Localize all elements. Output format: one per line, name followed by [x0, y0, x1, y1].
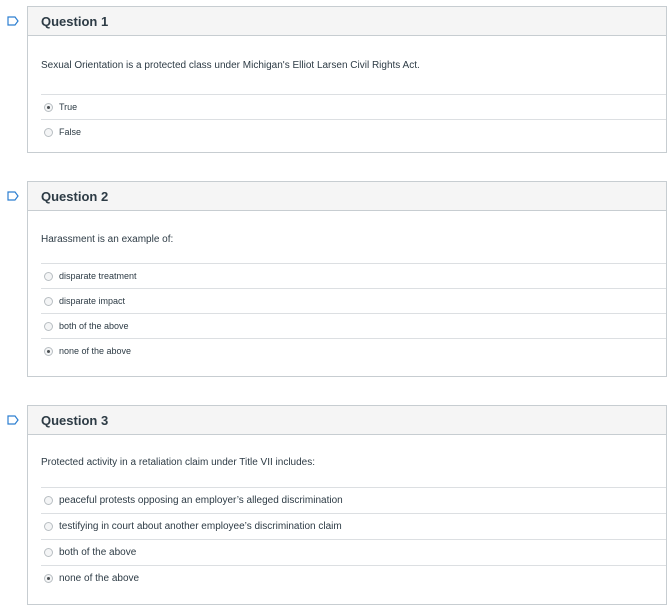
radio-button[interactable] — [44, 496, 53, 505]
answer-label: none of the above — [59, 346, 132, 356]
radio-button-selected[interactable] — [44, 574, 53, 583]
answer-label: testifying in court about another employee’s discrimination claim — [59, 521, 342, 532]
question-box — [27, 181, 667, 377]
answer-option[interactable] — [41, 539, 666, 565]
answer-list — [41, 487, 666, 591]
answer-option[interactable] — [41, 565, 666, 591]
radio-button[interactable] — [44, 272, 53, 281]
answer-option[interactable] — [41, 313, 666, 338]
answer-option[interactable] — [41, 513, 666, 539]
answer-option[interactable] — [41, 338, 666, 363]
question-title: Question 2 — [28, 182, 666, 211]
answer-option[interactable] — [41, 487, 666, 513]
answer-option[interactable] — [41, 263, 666, 288]
radio-button-selected[interactable] — [44, 347, 53, 356]
answer-label: peaceful protests opposing an employer’s alleged discrimination — [59, 495, 343, 506]
answer-label: both of the above — [59, 547, 137, 558]
question-title: Question 1 — [28, 7, 666, 36]
answer-list — [41, 94, 666, 144]
answer-label: both of the above — [59, 321, 129, 331]
bookmark-flag-icon[interactable] — [7, 415, 19, 425]
answer-label: none of the above — [59, 573, 140, 584]
radio-button[interactable] — [44, 522, 53, 531]
question-text: Sexual Orientation is a protected class under Michigan's Elliot Larsen Civil Rights Act. — [41, 60, 420, 71]
answer-option-false[interactable] — [41, 119, 666, 144]
question-title: Question 3 — [28, 406, 666, 435]
bookmark-flag-icon[interactable] — [7, 191, 19, 201]
radio-button[interactable] — [44, 548, 53, 557]
answer-label: False — [59, 127, 82, 137]
question-box — [27, 6, 667, 153]
radio-button[interactable] — [44, 297, 53, 306]
bookmark-flag-icon[interactable] — [7, 16, 19, 26]
answer-label: disparate impact — [59, 296, 126, 306]
answer-option[interactable] — [41, 288, 666, 313]
question-text: Harassment is an example of: — [41, 234, 174, 245]
radio-button[interactable] — [44, 322, 53, 331]
question-box — [27, 405, 667, 605]
answer-list — [41, 263, 666, 363]
question-text: Protected activity in a retaliation claim under Title VII includes: — [41, 457, 316, 468]
answer-option-true[interactable] — [41, 94, 666, 119]
answer-label: disparate treatment — [59, 271, 137, 281]
radio-button-selected[interactable] — [44, 103, 53, 112]
radio-button[interactable] — [44, 128, 53, 137]
answer-label: True — [59, 102, 78, 112]
